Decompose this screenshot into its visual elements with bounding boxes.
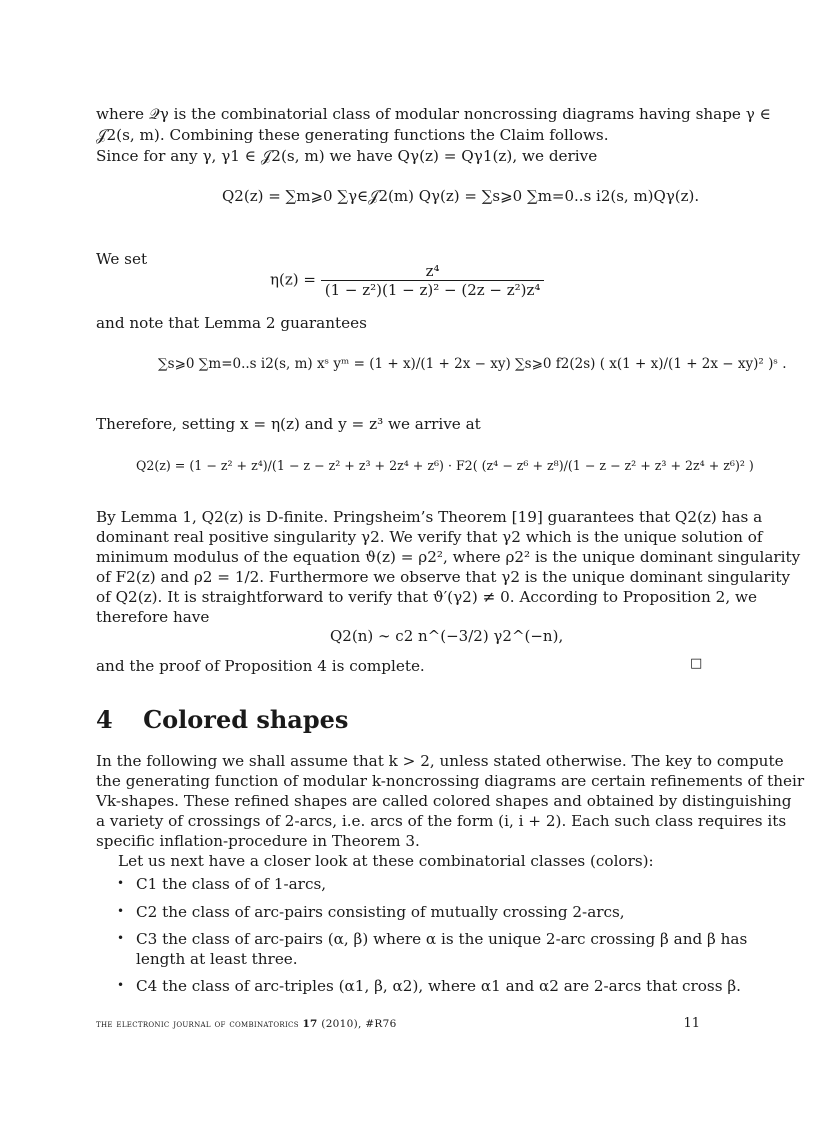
text-line: of F2(z) and ρ2 = 1/2. Furthermore we observe that γ2 is the unique dominant singularity — [96, 568, 791, 586]
journal-name: the electronic journal of combinatorics — [96, 1018, 299, 1030]
bullet-icon: • — [117, 876, 125, 890]
text-line: dominant real positive singularity γ2. We verify that γ2 which is the unique solution of — [96, 528, 763, 546]
equation-eta — [270, 262, 544, 299]
page-number: 11 — [683, 1016, 700, 1031]
denominator: (1 − z²)(1 − z)² − (2z − z²)z⁴ — [321, 280, 545, 299]
qed-symbol: □ — [690, 656, 703, 671]
text-line: Therefore, setting x = η(z) and y = z³ we arrive at — [96, 415, 481, 433]
text-line: specific inflation-procedure in Theorem 3. — [96, 832, 420, 850]
text-line: Since for any γ, γ1 ∈ 𝒥2(s, m) we have Qγ(z) = Qγ1(z), we derive — [96, 147, 598, 165]
bullet-icon: • — [117, 978, 125, 992]
text-line: a variety of crossings of 2-arcs, i.e. arcs of the form (i, i + 2). Each such class requires its — [96, 812, 787, 830]
text-line: By Lemma 1, Q2(z) is D-finite. Pringsheim’s Theorem [19] guarantees that Q2(z) has a — [96, 508, 763, 526]
text-line: 𝒥2(s, m). Combining these generating functions the Claim follows. — [96, 126, 609, 144]
list-item: C4 the class of arc-triples (α1, β, α2), where α1 and α2 are 2-arcs that cross β. — [136, 977, 741, 995]
text-line: Let us next have a closer look at these combinatorial classes (colors): — [118, 852, 654, 870]
text-line: Vk-shapes. These refined shapes are called colored shapes and obtained by distinguishing — [96, 792, 792, 810]
text-line: therefore have — [96, 608, 210, 626]
running-footer — [96, 1018, 397, 1030]
text-line: We set — [96, 250, 148, 268]
list-item-continuation: length at least three. — [136, 950, 298, 968]
bullet-icon: • — [117, 931, 125, 945]
text-line: In the following we shall assume that k > 2, unless stated otherwise. The key to compute — [96, 752, 784, 770]
section-title: Colored shapes — [143, 705, 349, 734]
list-item: C3 the class of arc-pairs (α, β) where α is the unique 2-arc crossing β and β has — [136, 930, 748, 948]
fraction — [321, 262, 545, 299]
text-line: the generating function of modular k-noncrossing diagrams are certain refinements of their — [96, 772, 805, 790]
equation-lhs: η(z) = — [270, 270, 316, 289]
equation-asymptotic: Q2(n) ∼ c2 n^(−3/2) γ2^(−n), — [330, 627, 564, 645]
text-line: where 𝒬γ is the combinatorial class of modular noncrossing diagrams having shape γ ∈ — [96, 105, 771, 123]
bullet-icon: • — [117, 904, 125, 918]
text-line: minimum modulus of the equation ϑ(z) = ρ2², where ρ2² is the unique dominant singularity — [96, 548, 801, 566]
equation-q2-sum: Q2(z) = ∑m⩾0 ∑γ∈𝒥2(m) Qγ(z) = ∑s⩾0 ∑m=0..s i2(s, m)Qγ(z). — [222, 187, 700, 205]
section-heading — [96, 705, 348, 734]
text-line: and the proof of Proposition 4 is complete. — [96, 657, 425, 675]
numerator: z⁴ — [425, 262, 440, 280]
list-item: C1 the class of of 1-arcs, — [136, 875, 327, 893]
journal-year-article: (2010), #R76 — [321, 1018, 397, 1030]
list-item: C2 the class of arc-pairs consisting of mutually crossing 2-arcs, — [136, 903, 625, 921]
text-line: and note that Lemma 2 guarantees — [96, 314, 367, 332]
section-number: 4 — [96, 705, 113, 734]
equation-lemma2: ∑s⩾0 ∑m=0..s i2(s, m) xˢ yᵐ = (1 + x)/(1 + 2x − xy) ∑s⩾0 f2(2s) ( x(1 + x)/(1 + 2x − xy)² )ˢ . — [158, 356, 787, 372]
journal-volume: 17 — [302, 1018, 318, 1030]
equation-q2-closed-form: Q2(z) = (1 − z² + z⁴)/(1 − z − z² + z³ + 2z⁴ + z⁶) · F2( (z⁴ − z⁶ + z⁸)/(1 − z − z² + z³ + 2z⁴ + z⁶)² ) — [136, 458, 754, 473]
text-line: of Q2(z). It is straightforward to verify that ϑ′(γ2) ≠ 0. According to Proposition 2, we — [96, 588, 757, 606]
